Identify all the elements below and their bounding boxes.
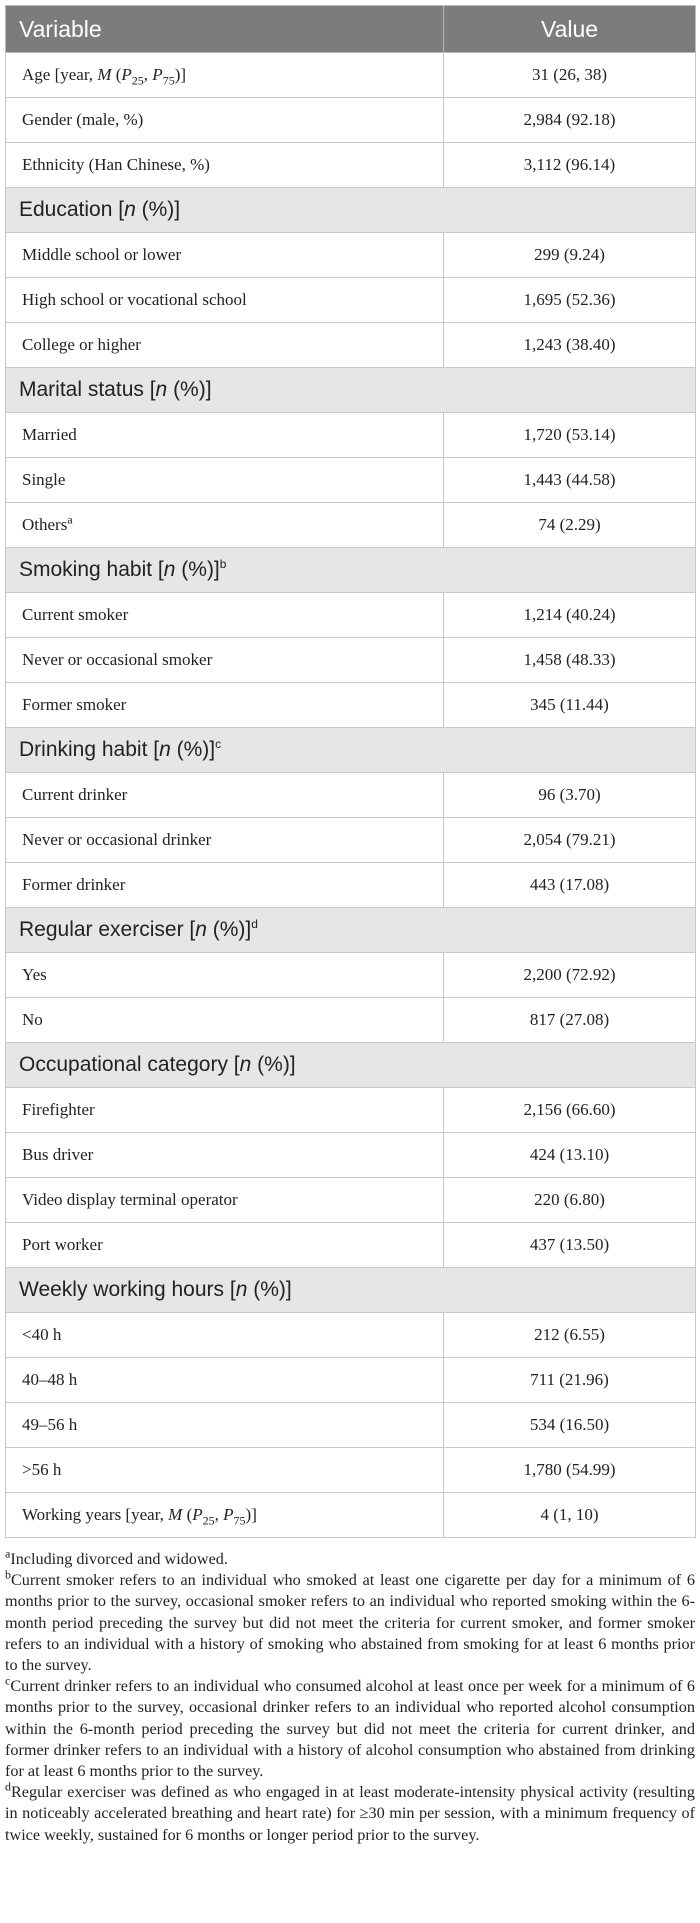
row-label: Gender (male, %)	[6, 98, 444, 143]
table-row	[6, 863, 696, 908]
row-label: Current smoker	[6, 593, 444, 638]
row-value: 817 (27.08)	[444, 998, 696, 1043]
table-row	[6, 413, 696, 458]
row-label: Single	[6, 458, 444, 503]
row-label: Bus driver	[6, 1133, 444, 1178]
row-value: 31 (26, 38)	[444, 53, 696, 98]
row-label: Video display terminal operator	[6, 1178, 444, 1223]
row-value: 1,720 (53.14)	[444, 413, 696, 458]
row-label: Middle school or lower	[6, 233, 444, 278]
table-row	[6, 998, 696, 1043]
table-row	[6, 1088, 696, 1133]
row-value: 1,443 (44.58)	[444, 458, 696, 503]
footnote-marker: a	[67, 512, 73, 527]
row-value: 212 (6.55)	[444, 1313, 696, 1358]
footnote: $^d$Regular exerciser was defined as who engaged in at least moderate-intensity physical activity (resulting in noticeably accelerated breathing and heart rate) for ≥30 min per session, with a minimum frequency of twice weekly, sustained for 6 months or longer period prior to the survey.	[5, 1779, 695, 1844]
table-header-row	[6, 6, 696, 53]
row-value: 2,156 (66.60)	[444, 1088, 696, 1133]
row-value: 1,243 (38.40)	[444, 323, 696, 368]
row-value: 3,112 (96.14)	[444, 143, 696, 188]
row-value: 437 (13.50)	[444, 1223, 696, 1268]
section-header-marital	[6, 368, 696, 413]
row-label: Port worker	[6, 1223, 444, 1268]
row-label-age: Age [year, M ($P_{25}$, $P_{75}$)]	[6, 53, 444, 98]
table-row	[6, 1178, 696, 1223]
section-header-education	[6, 188, 696, 233]
table-row	[6, 458, 696, 503]
table-row	[6, 1403, 696, 1448]
table-row	[6, 1448, 696, 1493]
row-label: <40 h	[6, 1313, 444, 1358]
row-label: High school or vocational school	[6, 278, 444, 323]
row-label: Former drinker	[6, 863, 444, 908]
section-title: Regular exerciser [n (%)]$^d$	[6, 908, 696, 953]
row-label-working-years: Working years [year, M ($P_{25}$, $P_{75}$)]	[6, 1493, 444, 1538]
header-value: Value	[444, 6, 696, 53]
row-value: 220 (6.80)	[444, 1178, 696, 1223]
section-title: Education [n (%)]	[6, 188, 696, 233]
row-value: 443 (17.08)	[444, 863, 696, 908]
row-value: 424 (13.10)	[444, 1133, 696, 1178]
table-row	[6, 1223, 696, 1268]
section-header-drinking	[6, 728, 696, 773]
table-row	[6, 143, 696, 188]
table-row	[6, 683, 696, 728]
row-label: 49–56 h	[6, 1403, 444, 1448]
footnote: $^b$Current smoker refers to an individual who smoked at least one cigarette per day for a minimum of 6 months prior to the survey, occasional smoker refers to an individual who reported smoking within the 6-month period preceding the survey but did not meet the criteria for current smoker, and former smoker refers to an individual with a history of smoking who abstained from smoking for at least 6 months prior to the survey.	[5, 1567, 695, 1675]
footnote-marker: b	[219, 557, 227, 571]
table-row	[6, 818, 696, 863]
section-title: Marital status [n (%)]	[6, 368, 696, 413]
table-row	[6, 98, 696, 143]
table-row	[6, 593, 696, 638]
row-value: 74 (2.29)	[444, 503, 696, 548]
footnote-marker: d	[251, 917, 258, 931]
row-label: >56 h	[6, 1448, 444, 1493]
header-variable: Variable	[6, 6, 444, 53]
footnote-marker: c	[215, 737, 222, 751]
table-footnotes	[5, 1546, 695, 1846]
table-row	[6, 1493, 696, 1538]
section-title: Occupational category [n (%)]	[6, 1043, 696, 1088]
row-label: Current drinker	[6, 773, 444, 818]
row-label: Yes	[6, 953, 444, 998]
row-value: 2,984 (92.18)	[444, 98, 696, 143]
row-label: Married	[6, 413, 444, 458]
section-header-exercise	[6, 908, 696, 953]
table-row	[6, 953, 696, 998]
characteristics-table	[5, 5, 696, 1538]
row-label: Ethnicity (Han Chinese, %)	[6, 143, 444, 188]
table-row	[6, 53, 696, 98]
section-title: Weekly working hours [n (%)]	[6, 1268, 696, 1313]
row-value: 299 (9.24)	[444, 233, 696, 278]
row-label-others: Others$^a$	[6, 503, 444, 548]
row-label: Former smoker	[6, 683, 444, 728]
section-title: Drinking habit [n (%)]$^c$	[6, 728, 696, 773]
row-value: 711 (21.96)	[444, 1358, 696, 1403]
row-value: 96 (3.70)	[444, 773, 696, 818]
row-label: Never or occasional smoker	[6, 638, 444, 683]
table-row	[6, 278, 696, 323]
row-value: 1,458 (48.33)	[444, 638, 696, 683]
section-title: Smoking habit [n (%)]$^b$	[6, 548, 696, 593]
row-value: 1,214 (40.24)	[444, 593, 696, 638]
row-label: 40–48 h	[6, 1358, 444, 1403]
row-label: No	[6, 998, 444, 1043]
row-value: 1,780 (54.99)	[444, 1448, 696, 1493]
row-value: 4 (1, 10)	[444, 1493, 696, 1538]
characteristics-table-container	[5, 5, 695, 1846]
table-row	[6, 638, 696, 683]
row-value: 345 (11.44)	[444, 683, 696, 728]
table-row	[6, 503, 696, 548]
section-header-smoking	[6, 548, 696, 593]
row-label: Firefighter	[6, 1088, 444, 1133]
row-value: 2,054 (79.21)	[444, 818, 696, 863]
section-header-hours	[6, 1268, 696, 1313]
section-header-occupation	[6, 1043, 696, 1088]
table-row	[6, 323, 696, 368]
table-row	[6, 1133, 696, 1178]
footnote: $^c$Current drinker refers to an individual who consumed alcohol at least once per week for a minimum of 6 months prior to the survey, occasional drinker refers to an individual who reported alcohol consumption within the 6-month period preceding the survey but did not meet the criteria for current drinker, and former drinker refers to an individual with a history of alcohol consumption who abstained from drinking for at least 6 months prior to the survey.	[5, 1673, 695, 1781]
table-row	[6, 1358, 696, 1403]
footnote: $^a$Including divorced and widowed.	[5, 1546, 228, 1568]
table-row	[6, 233, 696, 278]
row-label: Never or occasional drinker	[6, 818, 444, 863]
row-label: College or higher	[6, 323, 444, 368]
table-row	[6, 1313, 696, 1358]
row-value: 1,695 (52.36)	[444, 278, 696, 323]
table-row	[6, 773, 696, 818]
row-value: 534 (16.50)	[444, 1403, 696, 1448]
row-value: 2,200 (72.92)	[444, 953, 696, 998]
